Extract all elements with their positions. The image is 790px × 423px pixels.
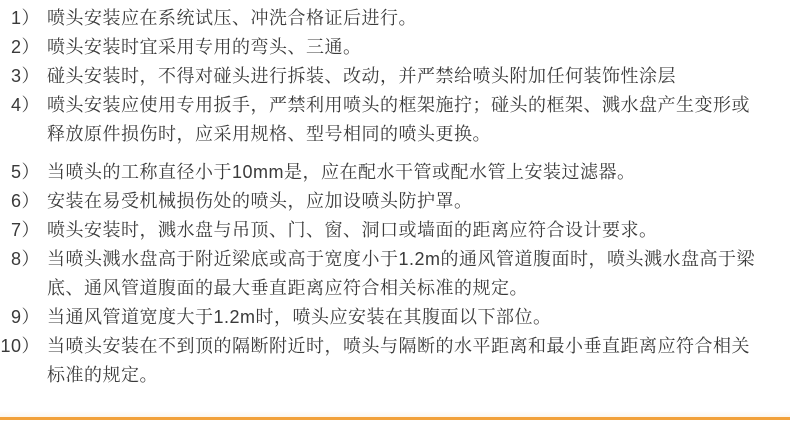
- list-item-text: 喷头安装应在系统试压、冲洗合格证后进行。: [47, 8, 417, 28]
- list-item: [0, 91, 760, 149]
- list-item: [0, 245, 760, 303]
- list-item-number: 10）: [0, 336, 40, 356]
- list-item: [0, 187, 760, 216]
- list-item-number: 1）: [10, 8, 40, 28]
- list-item: [0, 332, 760, 390]
- list-item-text: 喷头安装时，溅水盘与吊顶、门、窗、洞口或墙面的距离应符合设计要求。: [47, 220, 658, 240]
- list-item-number: 9）: [10, 307, 40, 327]
- list-item-text: 当喷头的工称直径小于10mm是，应在配水干管或配水管上安装过滤器。: [47, 162, 636, 182]
- list-item: [0, 62, 760, 91]
- list-item-number: 4）: [10, 95, 40, 115]
- list-item-number: 3）: [10, 66, 40, 86]
- list-item-number: 5）: [10, 162, 40, 182]
- installation-instructions-list: [0, 2, 770, 390]
- list-item-text: 当喷头安装在不到顶的隔断附近时，喷头与隔断的水平距离和最小垂直距离应符合相关标准的规定。: [47, 336, 750, 385]
- list-item-text: 碰头安装时，不得对碰头进行拆装、改动，并严禁给喷头附加任何装饰性涂层: [47, 66, 676, 86]
- list-item: [0, 4, 760, 33]
- list-item-text: 当喷头溅水盘高于附近梁底或高于宽度小于1.2m的通风管道腹面时，喷头溅水盘高于梁底、通风管道腹面的最大垂直距离应符合相关标准的规定。: [47, 249, 756, 298]
- list-item-text: 当通风管道宽度大于1.2m时，喷头应安装在其腹面以下部位。: [47, 307, 552, 327]
- list-item: [0, 33, 760, 62]
- list-item-text: 喷头安装应使用专用扳手，严禁利用喷头的框架施拧；碰头的框架、溅水盘产生变形或释放原件损伤时，应采用规格、型号相同的喷头更换。: [47, 95, 750, 144]
- list-item-number: 6）: [10, 191, 40, 211]
- list-item-number: 7）: [10, 220, 40, 240]
- list-item-text: 安装在易受机械损伤处的喷头，应加设喷头防护罩。: [47, 191, 473, 211]
- list-item-number: 2）: [10, 37, 40, 57]
- bottom-accent-bar: [0, 417, 790, 420]
- list-item-number: 8）: [10, 249, 40, 269]
- list-item: [0, 303, 760, 332]
- list-item: [0, 158, 760, 187]
- list-item: [0, 216, 760, 245]
- list-item-text: 喷头安装时宜采用专用的弯头、三通。: [47, 37, 362, 57]
